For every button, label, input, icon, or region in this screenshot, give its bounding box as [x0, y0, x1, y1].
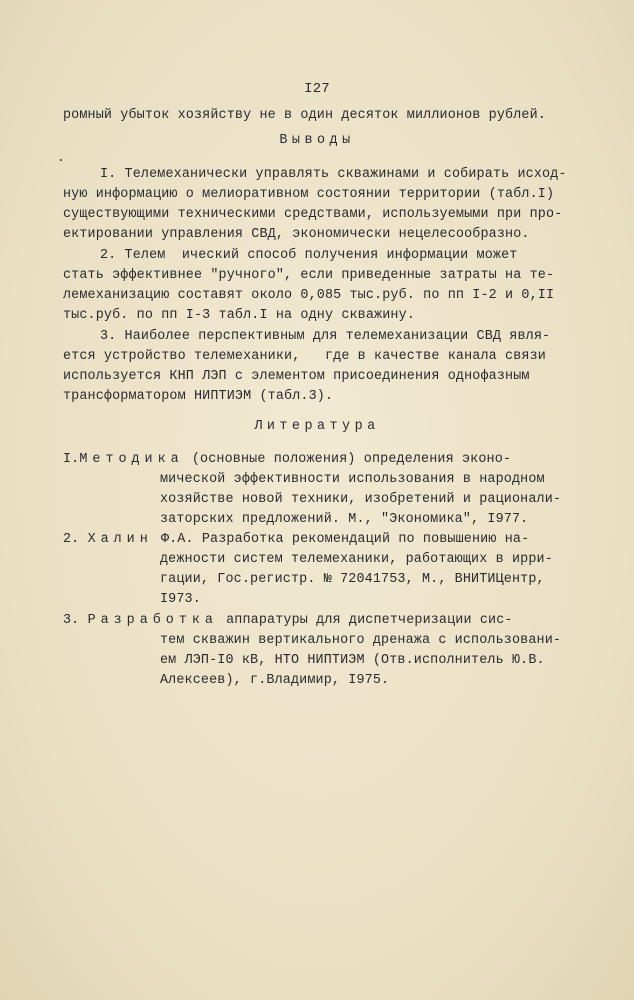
reference-3-spaced-word: Разработка: [87, 613, 218, 628]
continuation-line: ромный убыток хозяйству не в один десяток миллионов рублей.: [63, 108, 546, 123]
reference-2-line-2: дежности систем телемеханики, работающих в ирри-: [160, 552, 553, 567]
reference-3-first-line: [63, 612, 513, 630]
reference-1-line-4: заторских предложений. М., "Экономика", I977.: [160, 512, 529, 527]
reference-1-line-2: мической эффективности использования в народном: [160, 472, 545, 487]
references-heading: Литература: [254, 419, 380, 434]
reference-1-line-3: хозяйстве новой техники, изобретений и рационали-: [160, 492, 562, 507]
conclusion-3-line-4: трансформатором НИПТИЭМ (табл.3).: [63, 389, 334, 404]
reference-2-line-4: I973.: [160, 592, 201, 607]
reference-2-spaced-word: Халин: [87, 532, 153, 547]
reference-3-number: 3.: [63, 613, 80, 628]
reference-1-number: I.: [63, 452, 80, 467]
conclusion-2-line-3: лемеханизацию составят около 0,085 тыс.руб. по пп I-2 и 0,II: [63, 288, 555, 303]
reference-3-line-4: Алексеев), г.Владимир, I975.: [160, 673, 390, 688]
conclusion-1-line-2: ную информацию о мелиоративном состоянии территории (табл.I): [63, 187, 555, 202]
conclusion-3-line-1: 3. Наиболее перспективным для телемеханизации СВД явля-: [100, 329, 551, 344]
reference-2-first-rest: Ф.А. Разработка рекомендаций по повышению на-: [160, 532, 530, 547]
reference-3-line-2: тем скважин вертикального дренажа с использовани-: [160, 633, 562, 648]
conclusion-2-line-1: 2. Телем ический способ получения информации может: [100, 248, 518, 263]
conclusion-1-line-4: ектировании управления СВД, экономически нецелесообразно.: [63, 227, 530, 242]
conclusion-3-line-2: ется устройство телемеханики, где в качестве канала связи: [63, 349, 546, 364]
reference-2-first-line: [63, 531, 529, 549]
reference-1-spaced-word: Методика: [79, 452, 184, 467]
conclusion-3-line-3: используется КНП ЛЭП с элементом присоединения однофазным: [63, 369, 530, 384]
reference-3-first-rest: аппаратуры для диспетчеризации сис-: [226, 613, 513, 628]
reference-2-number: 2.: [63, 532, 80, 547]
conclusion-2-line-4: тыс.руб. по пп I-3 табл.I на одну скважину.: [63, 308, 415, 323]
reference-3-line-3: ем ЛЭП-I0 кВ, НТО НИПТИЭМ (Отв.исполнитель Ю.В.: [160, 653, 545, 668]
reference-1-first-line: [63, 451, 511, 469]
conclusion-2-line-2: стать эффективнее "ручного", если приведенные затраты на те-: [63, 268, 555, 283]
margin-mark: .: [57, 150, 65, 165]
conclusions-heading: Выводы: [279, 133, 355, 148]
conclusion-1-line-3: существующими техническими средствами, используемыми при про-: [63, 207, 563, 222]
reference-2-line-3: гации, Гос.регистр. № 72041753, М., ВНИТИЦентр,: [160, 572, 545, 587]
reference-1-first-rest: (основные положения) определения эконо-: [191, 452, 512, 467]
page-number: I27: [304, 81, 330, 97]
conclusion-1-line-1: I. Телемеханически управлять скважинами и собирать исход-: [100, 167, 567, 182]
